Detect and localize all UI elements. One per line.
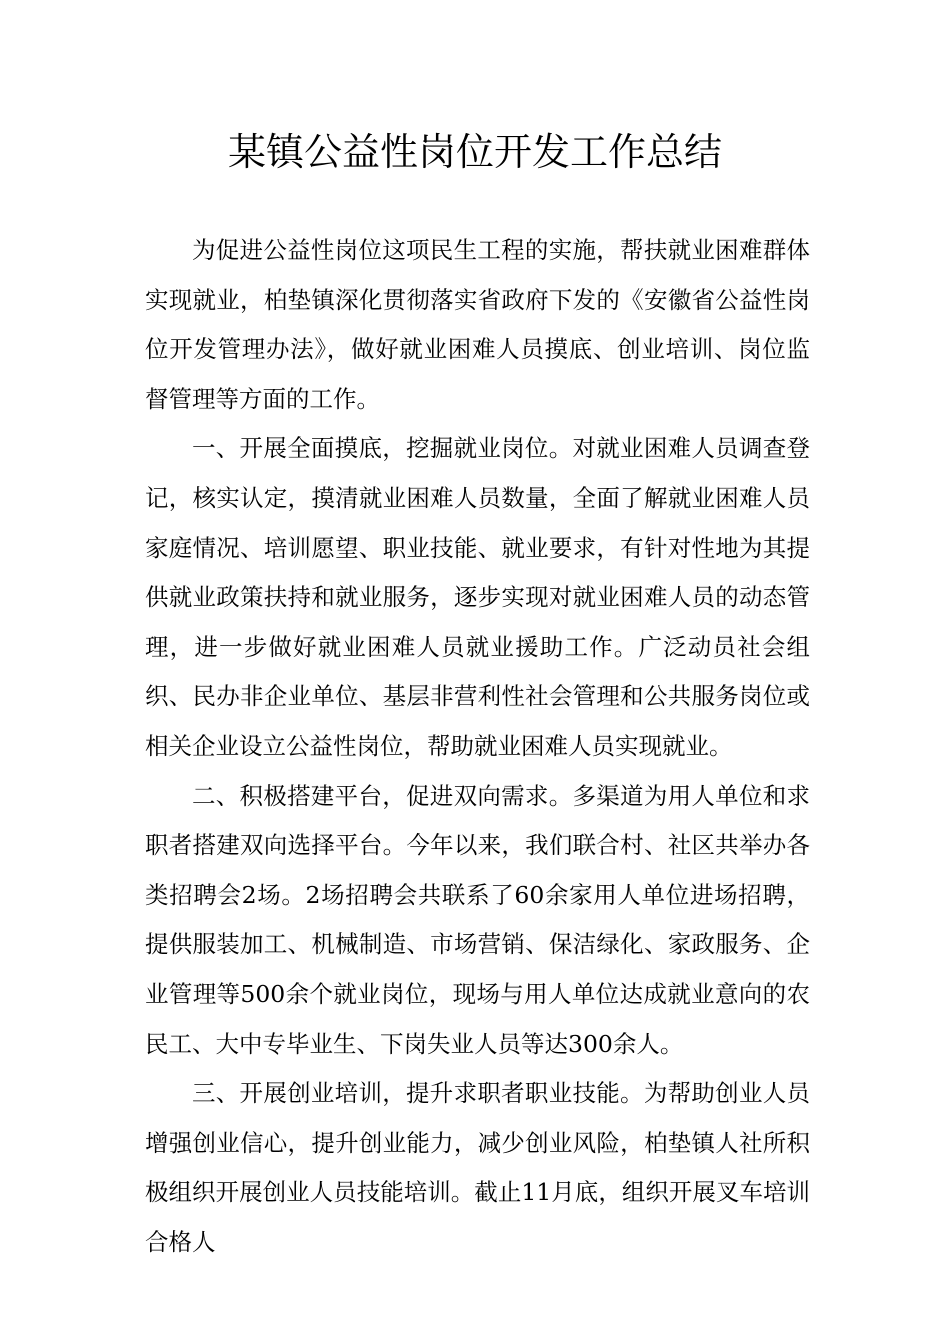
paragraph-section-2: 二、积极搭建平台，促进双向需求。多渠道为用人单位和求职者搭建双向选择平台。今年以来，我们联合村、社区共举办各类招聘会2场。2场招聘会共联系了60余家用人单位进场招聘，提供服装加工、机械制造、市场营销、保洁绿化、家政服务、企业管理等500余个就业岗位，现场与用人单位达成就业意向的农民工、大中专毕业生、下岗失业人员等达300余人。: [145, 781, 810, 1058]
paragraph-section-1: 一、开展全面摸底，挖掘就业岗位。对就业困难人员调查登记，核实认定，摸清就业困难人员数量，全面了解就业困难人员家庭情况、培训愿望、职业技能、就业要求，有针对性地为其提供就业政策扶持和就业服务，逐步实现对就业困难人员的动态管理，进一步做好就业困难人员就业援助工作。广泛动员社会组织、民办非企业单位、基层非营利性社会管理和公共服务岗位或相关企业设立公益性岗位，帮助就业困难人员实现就业。: [145, 434, 810, 760]
paragraph-section-3: 三、开展创业培训，提升求职者职业技能。为帮助创业人员增强创业信心，提升创业能力，减少创业风险，柏垫镇人社所积极组织开展创业人员技能培训。截止11月底，组织开展叉车培训合格人: [145, 1079, 810, 1256]
paragraph-intro: 为促进公益性岗位这项民生工程的实施，帮扶就业困难群体实现就业，柏垫镇深化贯彻落实省政府下发的《安徽省公益性岗位开发管理办法》，做好就业困难人员摸底、创业培训、岗位监督管理等方面的工作。: [145, 236, 810, 413]
document-title: 某镇公益性岗位开发工作总结: [227, 130, 722, 174]
document-body: [145, 226, 810, 1267]
